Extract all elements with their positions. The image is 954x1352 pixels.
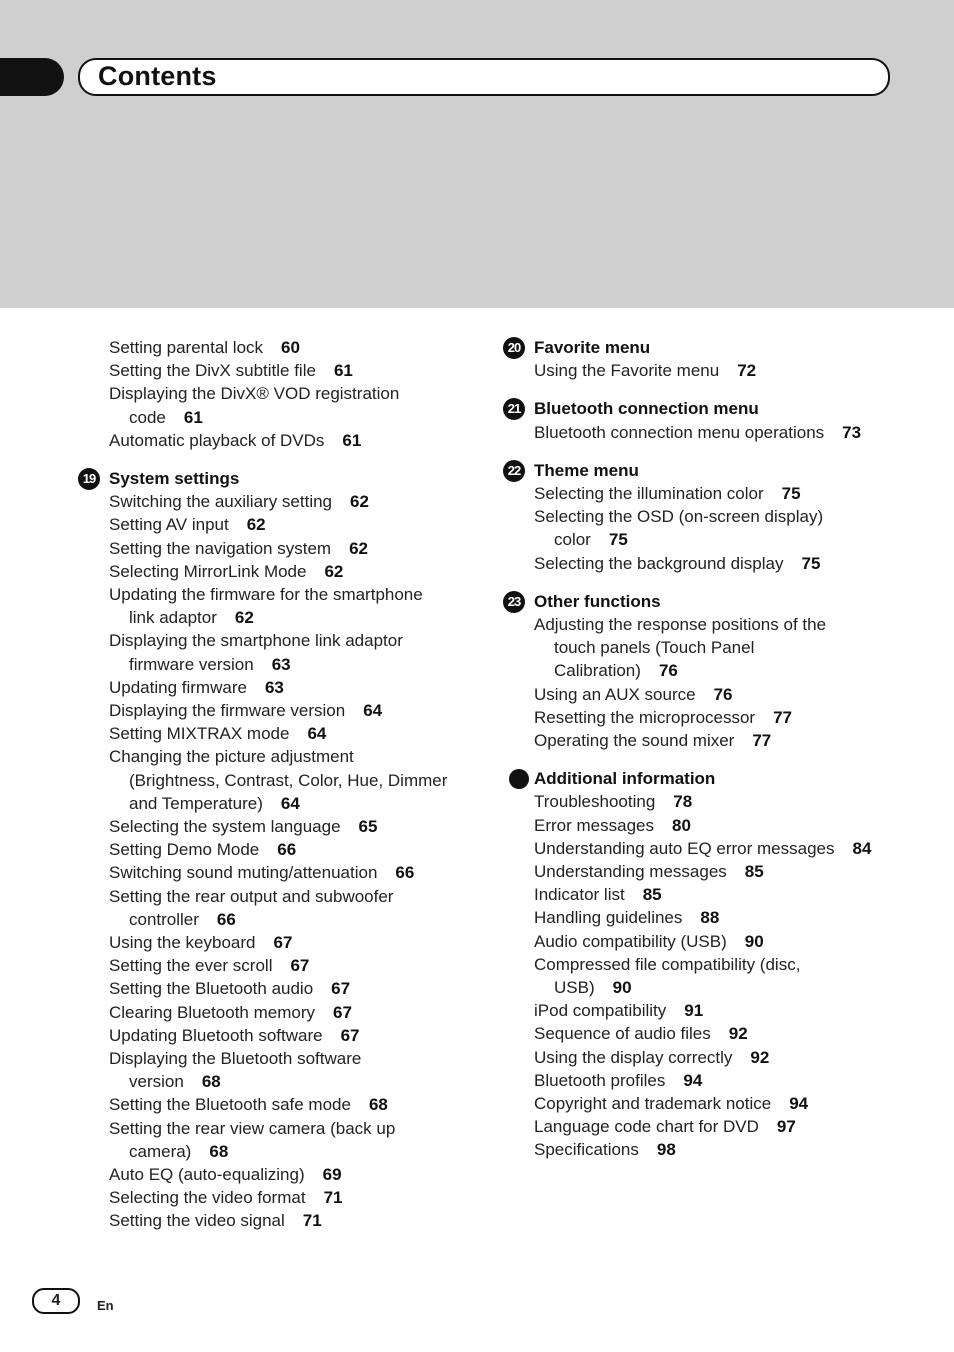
- toc-entry[interactable]: [129, 653, 291, 676]
- toc-entry[interactable]: [129, 606, 254, 629]
- toc-entry-text: Clearing Bluetooth memory: [109, 1002, 315, 1022]
- header-tab-marker: [0, 58, 64, 96]
- toc-entry[interactable]: [109, 359, 353, 382]
- toc-page-number: 72: [737, 361, 757, 381]
- toc-entry[interactable]: [534, 1138, 676, 1161]
- toc-entry-text: Displaying the smartphone link adaptor: [109, 631, 403, 651]
- page-number-pill: [32, 1288, 80, 1314]
- toc-page-number: 67: [273, 933, 293, 952]
- toc-page-number: 75: [781, 484, 801, 503]
- section-title[interactable]: Bluetooth connection menu: [534, 399, 759, 419]
- toc-page-number: 73: [842, 422, 862, 442]
- toc-entry-text: Updating Bluetooth software: [109, 1025, 323, 1045]
- toc-entry[interactable]: [109, 1093, 388, 1116]
- toc-entry-text: Error messages: [534, 815, 654, 835]
- toc-entry[interactable]: [534, 1022, 748, 1045]
- toc-entry[interactable]: [109, 1186, 342, 1209]
- toc-entry-text: Updating the firmware for the smartphone: [109, 585, 423, 604]
- toc-page-number: 67: [331, 979, 351, 999]
- toc-entry[interactable]: [109, 537, 368, 560]
- toc-entry-text: Displaying the firmware version: [109, 701, 346, 720]
- section-number-badge: 22: [503, 460, 525, 482]
- toc-page-number: 85: [744, 862, 764, 881]
- toc-page-number: 91: [684, 1001, 704, 1021]
- toc-entry-text: Switching sound muting/attenuation: [109, 863, 378, 883]
- toc-page-number: 92: [728, 1024, 748, 1044]
- toc-entry-text: Setting the rear view camera (back up: [109, 1118, 396, 1138]
- toc-entry[interactable]: [534, 790, 692, 813]
- page-number: 4: [51, 1292, 61, 1309]
- toc-entry-text: Operating the sound mixer: [534, 731, 735, 750]
- section-number-badge: 19: [78, 468, 100, 490]
- toc-page-number: 64: [307, 724, 327, 744]
- toc-entry[interactable]: [534, 729, 771, 752]
- toc-entry[interactable]: [109, 722, 326, 745]
- toc-entry-text: Audio compatibility (USB): [534, 931, 727, 951]
- toc-entry[interactable]: [109, 513, 266, 536]
- toc-page-number: 63: [264, 677, 284, 697]
- toc-page-number: 62: [349, 538, 368, 558]
- toc-entry[interactable]: [129, 769, 447, 792]
- toc-entry-text: Indicator list: [534, 885, 625, 905]
- toc-entry-text: Troubleshooting: [534, 792, 656, 812]
- toc-page-number: 61: [183, 407, 203, 427]
- toc-entry-text: Setting the rear output and subwoofer: [109, 886, 394, 906]
- toc-entry-text: Selecting the background display: [534, 553, 784, 573]
- toc-entry-text: Specifications: [534, 1140, 639, 1160]
- toc-entry-text: Language code chart for DVD: [534, 1117, 759, 1137]
- toc-page-number: 75: [801, 553, 821, 573]
- toc-page-number: 92: [750, 1047, 770, 1067]
- toc-entry-text: Using an AUX source: [534, 684, 696, 704]
- toc-entry-text: Selecting the illumination color: [534, 484, 764, 503]
- toc-entry-text: code: [129, 407, 166, 427]
- toc-entry-text: Selecting MirrorLink Mode: [109, 561, 307, 581]
- toc-page-number: 67: [332, 1002, 352, 1022]
- toc-page-number: 84: [852, 838, 872, 858]
- toc-entry-text: Understanding auto EQ error messages: [534, 838, 835, 858]
- toc-page-number: 68: [209, 1141, 229, 1161]
- toc-entry-text: camera): [129, 1141, 192, 1161]
- toc-entry-text: Understanding messages: [534, 862, 727, 881]
- toc-entry[interactable]: [109, 583, 423, 606]
- title-frame: [78, 58, 890, 96]
- toc-entry[interactable]: [534, 860, 764, 883]
- toc-entry-text: USB): [554, 978, 595, 997]
- toc-page-number: 66: [395, 863, 415, 883]
- toc-entry[interactable]: [554, 976, 632, 999]
- toc-page-number: 88: [700, 908, 720, 928]
- toc-entry[interactable]: [534, 505, 823, 528]
- toc-entry[interactable]: [109, 629, 403, 652]
- toc-entry[interactable]: [534, 421, 861, 444]
- section-title[interactable]: Favorite menu: [534, 338, 651, 357]
- toc-page-number: 71: [323, 1188, 343, 1208]
- toc-entry[interactable]: [534, 837, 871, 860]
- toc-entry[interactable]: [554, 636, 754, 659]
- toc-entry-text: Bluetooth profiles: [534, 1070, 666, 1090]
- toc-entry-text: (Brightness, Contrast, Color, Hue, Dimmer: [129, 770, 448, 790]
- toc-entry[interactable]: [534, 1115, 796, 1138]
- toc-entry[interactable]: [109, 676, 284, 699]
- toc-entry[interactable]: [534, 1092, 808, 1115]
- page-title: Contents: [98, 61, 217, 91]
- toc-page-number: 65: [358, 817, 378, 836]
- toc-entry-text: Selecting the OSD (on-screen display): [534, 507, 824, 527]
- toc-entry[interactable]: [109, 1024, 360, 1047]
- toc-entry[interactable]: [109, 490, 369, 513]
- toc-entry-text: iPod compatibility: [534, 1001, 667, 1021]
- toc-page-number: 75: [608, 530, 628, 550]
- toc-entry-text: Bluetooth connection menu operations: [534, 422, 825, 442]
- toc-page-number: 67: [340, 1025, 360, 1045]
- toc-page-number: 66: [216, 909, 236, 929]
- toc-entry[interactable]: [534, 999, 703, 1022]
- section-number-badge: 21: [503, 398, 525, 420]
- toc-entry[interactable]: [109, 560, 343, 583]
- toc-entry-text: and Temperature): [129, 793, 263, 813]
- toc-entry-text: Setting the Bluetooth safe mode: [109, 1095, 351, 1115]
- section-number-badge: 23: [503, 591, 525, 613]
- toc-entry[interactable]: [109, 861, 414, 884]
- toc-page-number: 62: [246, 515, 266, 535]
- toc-entry-text: Compressed file compatibility (disc,: [534, 954, 801, 974]
- toc-entry-text: Setting the DivX subtitle file: [109, 361, 316, 381]
- section-title[interactable]: System settings: [109, 469, 240, 488]
- toc-entry-text: Resetting the microprocessor: [534, 707, 756, 727]
- toc-entry-text: Displaying the DivX® VOD registration: [109, 384, 400, 404]
- toc-page-number: 90: [744, 931, 764, 951]
- toc-page-number: 76: [658, 661, 678, 681]
- toc-entry-text: Automatic playback of DVDs: [109, 430, 325, 450]
- toc-entry[interactable]: [109, 1117, 395, 1140]
- toc-entry-text: Selecting the system language: [109, 817, 341, 836]
- toc-entry-text: Setting the ever scroll: [109, 956, 273, 976]
- toc-entry[interactable]: [109, 1047, 361, 1070]
- toc-entry-text: Setting Demo Mode: [109, 840, 260, 860]
- toc-page-number: 68: [201, 1072, 221, 1092]
- toc-entry-text: Calibration): [554, 661, 641, 681]
- toc-page-number: 63: [271, 654, 291, 674]
- toc-entry-text: firmware version: [129, 654, 254, 674]
- toc-entry[interactable]: [534, 613, 826, 636]
- toc-page-number: 77: [752, 731, 772, 750]
- toc-entry[interactable]: [534, 359, 756, 382]
- toc-entry[interactable]: [129, 1070, 221, 1093]
- toc-entry[interactable]: [534, 953, 800, 976]
- toc-page-number: 94: [683, 1070, 703, 1090]
- toc-page-number: 77: [773, 707, 793, 727]
- toc-page-number: 71: [302, 1211, 322, 1231]
- toc-page-number: 80: [671, 815, 691, 835]
- toc-page-number: 78: [673, 792, 693, 812]
- toc-entry-text: version: [129, 1072, 184, 1092]
- toc-entry[interactable]: [109, 1001, 352, 1024]
- toc-entry-text: Auto EQ (auto-equalizing): [109, 1165, 305, 1184]
- toc-entry-text: Changing the picture adjustment: [109, 747, 354, 767]
- toc-entry[interactable]: [109, 1209, 322, 1232]
- toc-entry[interactable]: [534, 814, 691, 837]
- toc-entry[interactable]: [109, 885, 393, 908]
- toc-entry-text: Switching the auxiliary setting: [109, 492, 333, 512]
- toc-entry-text: Setting the navigation system: [109, 538, 332, 558]
- toc-entry[interactable]: [109, 1163, 342, 1186]
- toc-entry-text: Displaying the Bluetooth software: [109, 1049, 362, 1068]
- toc-entry[interactable]: [534, 1069, 702, 1092]
- toc-entry-text: Updating firmware: [109, 677, 247, 697]
- toc-entry-text: Handling guidelines: [534, 908, 683, 928]
- toc-page-number: 97: [776, 1117, 796, 1137]
- toc-entry[interactable]: [109, 815, 377, 838]
- toc-page-number: 62: [234, 608, 254, 628]
- toc-entry-text: link adaptor: [129, 608, 217, 628]
- toc-page-number: 98: [656, 1140, 676, 1160]
- toc-entry[interactable]: [534, 683, 733, 706]
- toc-entry-text: Setting AV input: [109, 515, 229, 535]
- toc-page-number: 64: [363, 701, 383, 720]
- section-number-badge: 20: [503, 337, 525, 359]
- toc-entry[interactable]: [534, 906, 719, 929]
- toc-page-number: 69: [322, 1165, 342, 1184]
- toc-entry[interactable]: [109, 954, 309, 977]
- toc-entry[interactable]: [534, 883, 662, 906]
- toc-entry[interactable]: [109, 336, 300, 359]
- toc-entry[interactable]: [109, 838, 296, 861]
- toc-entry-text: Using the Favorite menu: [534, 361, 720, 381]
- toc-entry[interactable]: [109, 429, 361, 452]
- toc-entry-text: Setting the Bluetooth audio: [109, 979, 314, 999]
- toc-entry-text: controller: [129, 909, 199, 929]
- toc-page-number: 60: [281, 338, 300, 357]
- toc-entry[interactable]: [534, 930, 764, 953]
- toc-entry[interactable]: [129, 908, 236, 931]
- toc-entry[interactable]: [109, 977, 350, 1000]
- toc-page-number: 68: [368, 1095, 388, 1115]
- toc-page-number: 62: [324, 561, 344, 581]
- toc-entry[interactable]: [534, 1046, 769, 1069]
- language-label: En: [97, 1298, 114, 1313]
- toc-page-number: 94: [789, 1094, 809, 1113]
- toc-entry-text: color: [554, 530, 591, 550]
- section-bullet-icon: [509, 769, 529, 789]
- toc-entry-text: Using the keyboard: [109, 933, 256, 952]
- toc-entry[interactable]: [534, 482, 801, 505]
- section-title[interactable]: Theme menu: [534, 460, 639, 480]
- toc-entry[interactable]: [554, 659, 678, 682]
- toc-page-number: 61: [342, 430, 362, 450]
- toc-entry-text: Setting MIXTRAX mode: [109, 724, 290, 744]
- toc-entry-text: Adjusting the response positions of the: [534, 615, 827, 634]
- toc-entry-text: Copyright and trademark notice: [534, 1094, 772, 1113]
- toc-page-number: 62: [350, 492, 369, 512]
- toc-entry[interactable]: [109, 745, 354, 768]
- toc-entry[interactable]: [534, 706, 792, 729]
- toc-entry[interactable]: [129, 792, 300, 815]
- toc-entry-text: Setting parental lock: [109, 338, 264, 357]
- toc-page-number: 64: [280, 793, 300, 813]
- toc-page-number: 85: [642, 885, 662, 905]
- toc-page-number: 66: [277, 840, 297, 860]
- toc-entry[interactable]: [109, 931, 292, 954]
- toc-entry[interactable]: [109, 382, 399, 405]
- toc-page-number: 61: [333, 361, 353, 381]
- toc-entry-text: touch panels (Touch Panel: [554, 638, 755, 658]
- toc-entry[interactable]: [129, 1140, 228, 1163]
- toc-entry-text: Using the display correctly: [534, 1047, 733, 1067]
- toc-entry[interactable]: [109, 699, 382, 722]
- toc-entry[interactable]: [554, 528, 628, 551]
- toc-entry-text: Setting the video signal: [109, 1211, 285, 1231]
- section-title[interactable]: Other functions: [534, 591, 661, 611]
- header-band: [0, 0, 954, 308]
- toc-entry-text: Sequence of audio files: [534, 1024, 711, 1044]
- toc-page-number: 76: [713, 684, 733, 704]
- toc-page-number: 67: [290, 956, 310, 976]
- toc-entry[interactable]: [534, 552, 820, 575]
- section-title[interactable]: Additional information: [534, 769, 716, 789]
- toc-page-number: 90: [612, 978, 632, 997]
- toc-entry-text: Selecting the video format: [109, 1188, 306, 1208]
- toc-entry[interactable]: [129, 406, 203, 429]
